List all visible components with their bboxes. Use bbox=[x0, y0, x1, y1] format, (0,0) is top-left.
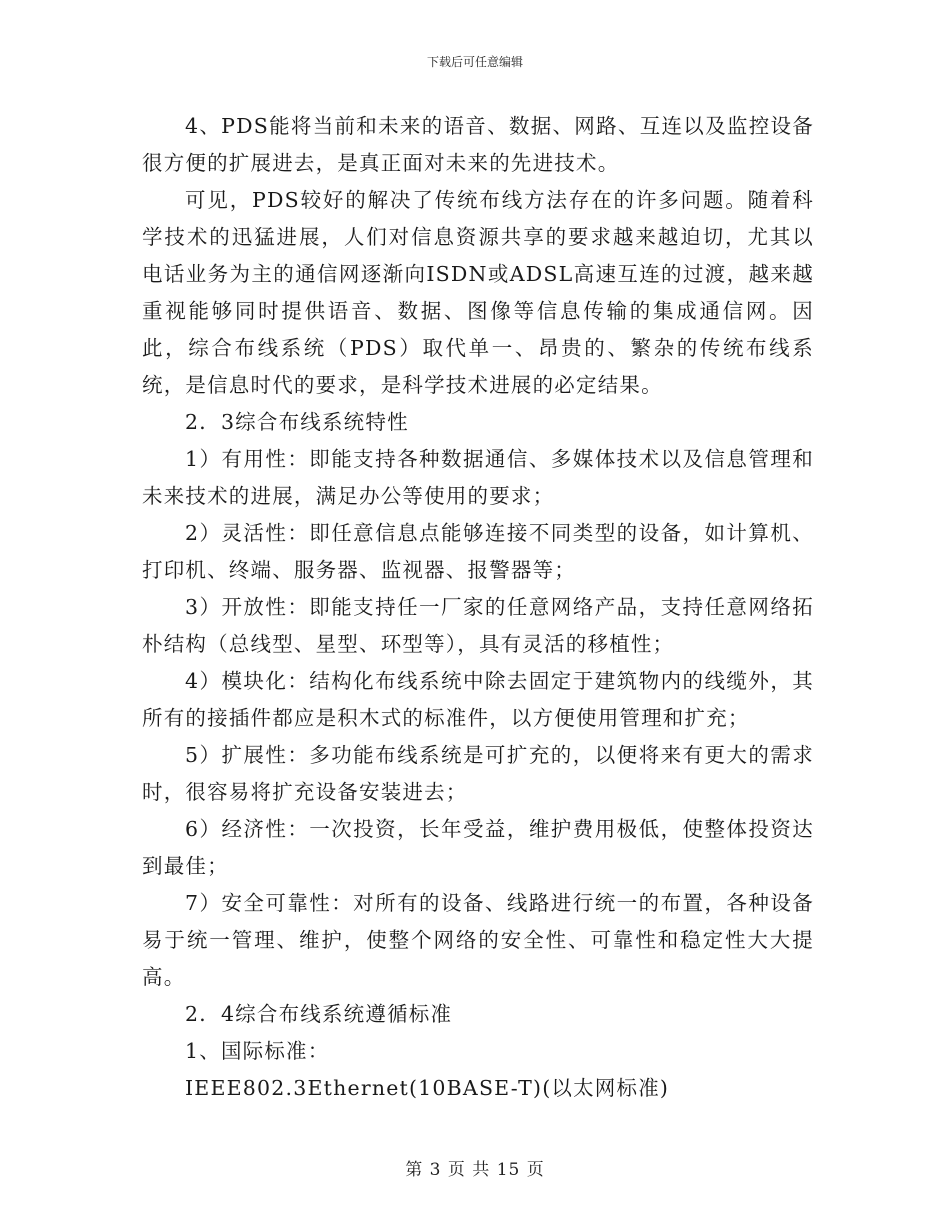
list-item-usefulness: 1）有用性：即能支持各种数据通信、多媒体技术以及信息管理和未来技术的进展，满足办公等使用的要求； bbox=[142, 447, 814, 508]
page-header: 下载后可任意编辑 bbox=[426, 55, 523, 69]
list-item-economy: 6）经济性：一次投资，长年受益，维护费用极低，使整体投资达到最佳； bbox=[142, 817, 814, 878]
list-item-reliability: 7）安全可靠性：对所有的设备、线路进行统一的布置，各种设备易于统一管理、维护，使整个网络的安全性、可靠性和稳定性大大提高。 bbox=[142, 891, 814, 989]
section-heading-2-4: 2．4综合布线系统遵循标准 bbox=[185, 1002, 453, 1026]
standard-ieee-802-3: IEEE802.3Ethernet(10BASE-T)(以太网标准) bbox=[185, 1076, 670, 1100]
paragraph-pds-expansion: 4、PDS能将当前和未来的语音、数据、网路、互连以及监控设备很方便的扩展进去，是真正面对未来的先进技术。 bbox=[142, 114, 814, 175]
document-body bbox=[142, 108, 814, 1107]
list-item-international-standards: 1、国际标准： bbox=[185, 1039, 330, 1063]
list-item-flexibility: 2）灵活性：即任意信息点能够连接不同类型的设备，如计算机、打印机、终端、服务器、监视器、报警器等； bbox=[142, 521, 814, 582]
list-item-extensibility: 5）扩展性：多功能布线系统是可扩充的，以便将来有更大的需求时，很容易将扩充设备安装进去； bbox=[142, 743, 814, 804]
page-number: 第 3 页 共 15 页 bbox=[405, 1160, 545, 1180]
list-item-openness: 3）开放性：即能支持任一厂家的任意网络产品，支持任意网络拓朴结构（总线型、星型、环型等），具有灵活的移植性； bbox=[142, 595, 814, 656]
list-item-modularity: 4）模块化：结构化布线系统中除去固定于建筑物内的线缆外，其所有的接插件都应是积木式的标准件，以方便使用管理和扩充； bbox=[142, 669, 814, 730]
paragraph-pds-advantages: 可见，PDS较好的解决了传统布线方法存在的许多问题。随着科学技术的迅猛进展，人们对信息资源共享的要求越来越迫切，尤其以电话业务为主的通信网逐渐向ISDN或ADSL高速互连的过渡，越来越重视能够同时提供语音、数据、图像等信息传输的集成通信网。因此，综合布线系统（PDS）取代单一、昂贵的、繁杂的传统布线系统，是信息时代的要求，是科学技术进展的必定结果。 bbox=[142, 188, 814, 397]
section-heading-2-3: 2．3综合布线系统特性 bbox=[185, 410, 409, 434]
